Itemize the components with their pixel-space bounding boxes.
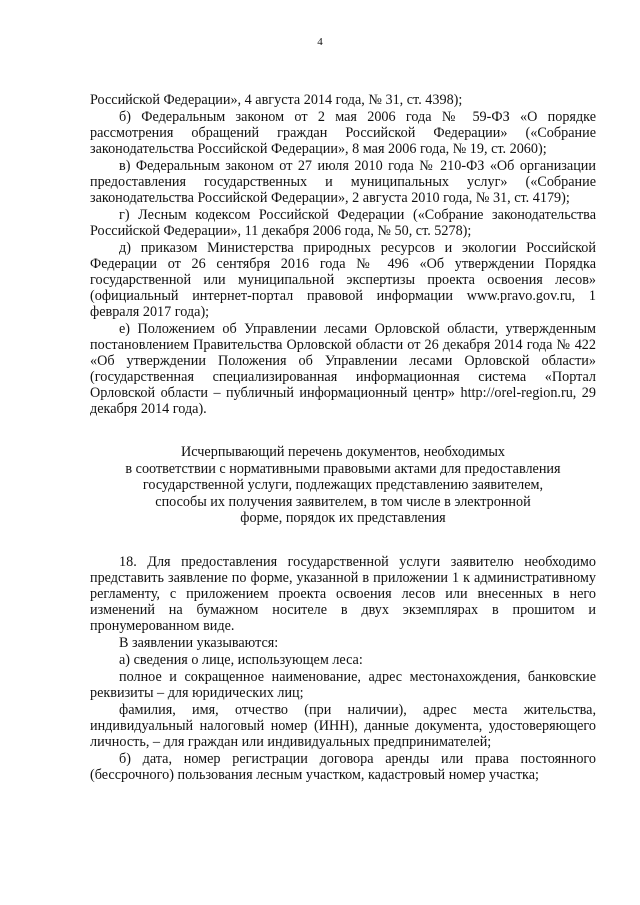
paragraph-individuals: фамилия, имя, отчество (при наличии), адрес места жительства, индивидуальный налоговый номер (ИНН), данные документа, удостоверяющего личность, – для граждан или индивидуальных предпринимателей; [90,701,596,750]
paragraph-item-e: е) Положением об Управлении лесами Орловской области, утвержденным постановлением Правительства Орловской области от 26 декабря 2014 года № 422 «Об утверждении Положения об Управлении лесами Орловской области» (государственная специализированная информационная система «Портал Орловской области – публичный информационный центр» http://orel-region.ru, 29 декабря 2014 года). [90,321,596,417]
heading-line: в соответствии с нормативными правовыми актами для предоставления [125,460,561,477]
paragraph-item-b-lease: б) дата, номер регистрации договора аренды или права постоянного (бессрочного) пользования лесным участком, кадастровый номер участка; [90,750,596,783]
document-body [90,92,596,784]
paragraph-item-v: в) Федеральным законом от 27 июля 2010 года № 210-ФЗ «Об организации предоставления государственных и муниципальных услуг» («Собрание законодательства Российской Федерации», 2 августа 2010 года, № 31, ст. 4179); [90,158,596,206]
heading-line: форме, порядок их представления [240,510,446,526]
paragraph-18: 18. Для предоставления государственной услуги заявителю необходимо представить заявление по форме, указанной в приложении 1 к административному регламенту, с приложением проекта освоения лесов или внесенных в него изменений на бумажном носителе в двух экземплярах в прошитом и пронумерованном виде. [90,553,596,634]
paragraph-application-contents: В заявлении указываются: [119,634,279,651]
heading-line: способы их получения заявителем, в том числе в электронной [155,493,531,510]
section-heading [90,444,596,527]
paragraph-legal-entities: полное и сокращенное наименование, адрес местонахождения, банковские реквизиты – для юридических лиц; [90,668,596,701]
paragraph-continuation: Российской Федерации», 4 августа 2014 года, № 31, ст. 4398); [90,92,463,108]
heading-line: государственной услуги, подлежащих представлению заявителем, [142,477,544,493]
paragraph-item-b: б) Федеральным законом от 2 мая 2006 года № 59-ФЗ «О порядке рассмотрения обращений граждан Российской Федерации» («Собрание законодательства Российской Федерации», 8 мая 2006 года, № 19, ст. 2060); [90,109,596,157]
paragraph-item-g: г) Лесным кодексом Российской Федерации («Собрание законодательства Российской Федерации», 11 декабря 2006 года, № 50, ст. 5278); [90,207,596,239]
paragraph-item-d: д) приказом Министерства природных ресурсов и экологии Российской Федерации от 26 сентября 2016 года № 496 «Об утверждении Порядка государственной или муниципальной экспертизы проекта освоения лесов» (официальный интернет-портал правовой информации www.pravo.gov.ru, 1 февраля 2017 года); [90,240,596,320]
paragraph-item-a: а) сведения о лице, использующем леса: [119,651,363,668]
page-number: 4 [317,36,323,48]
heading-line: Исчерпывающий перечень документов, необходимых [181,444,505,460]
